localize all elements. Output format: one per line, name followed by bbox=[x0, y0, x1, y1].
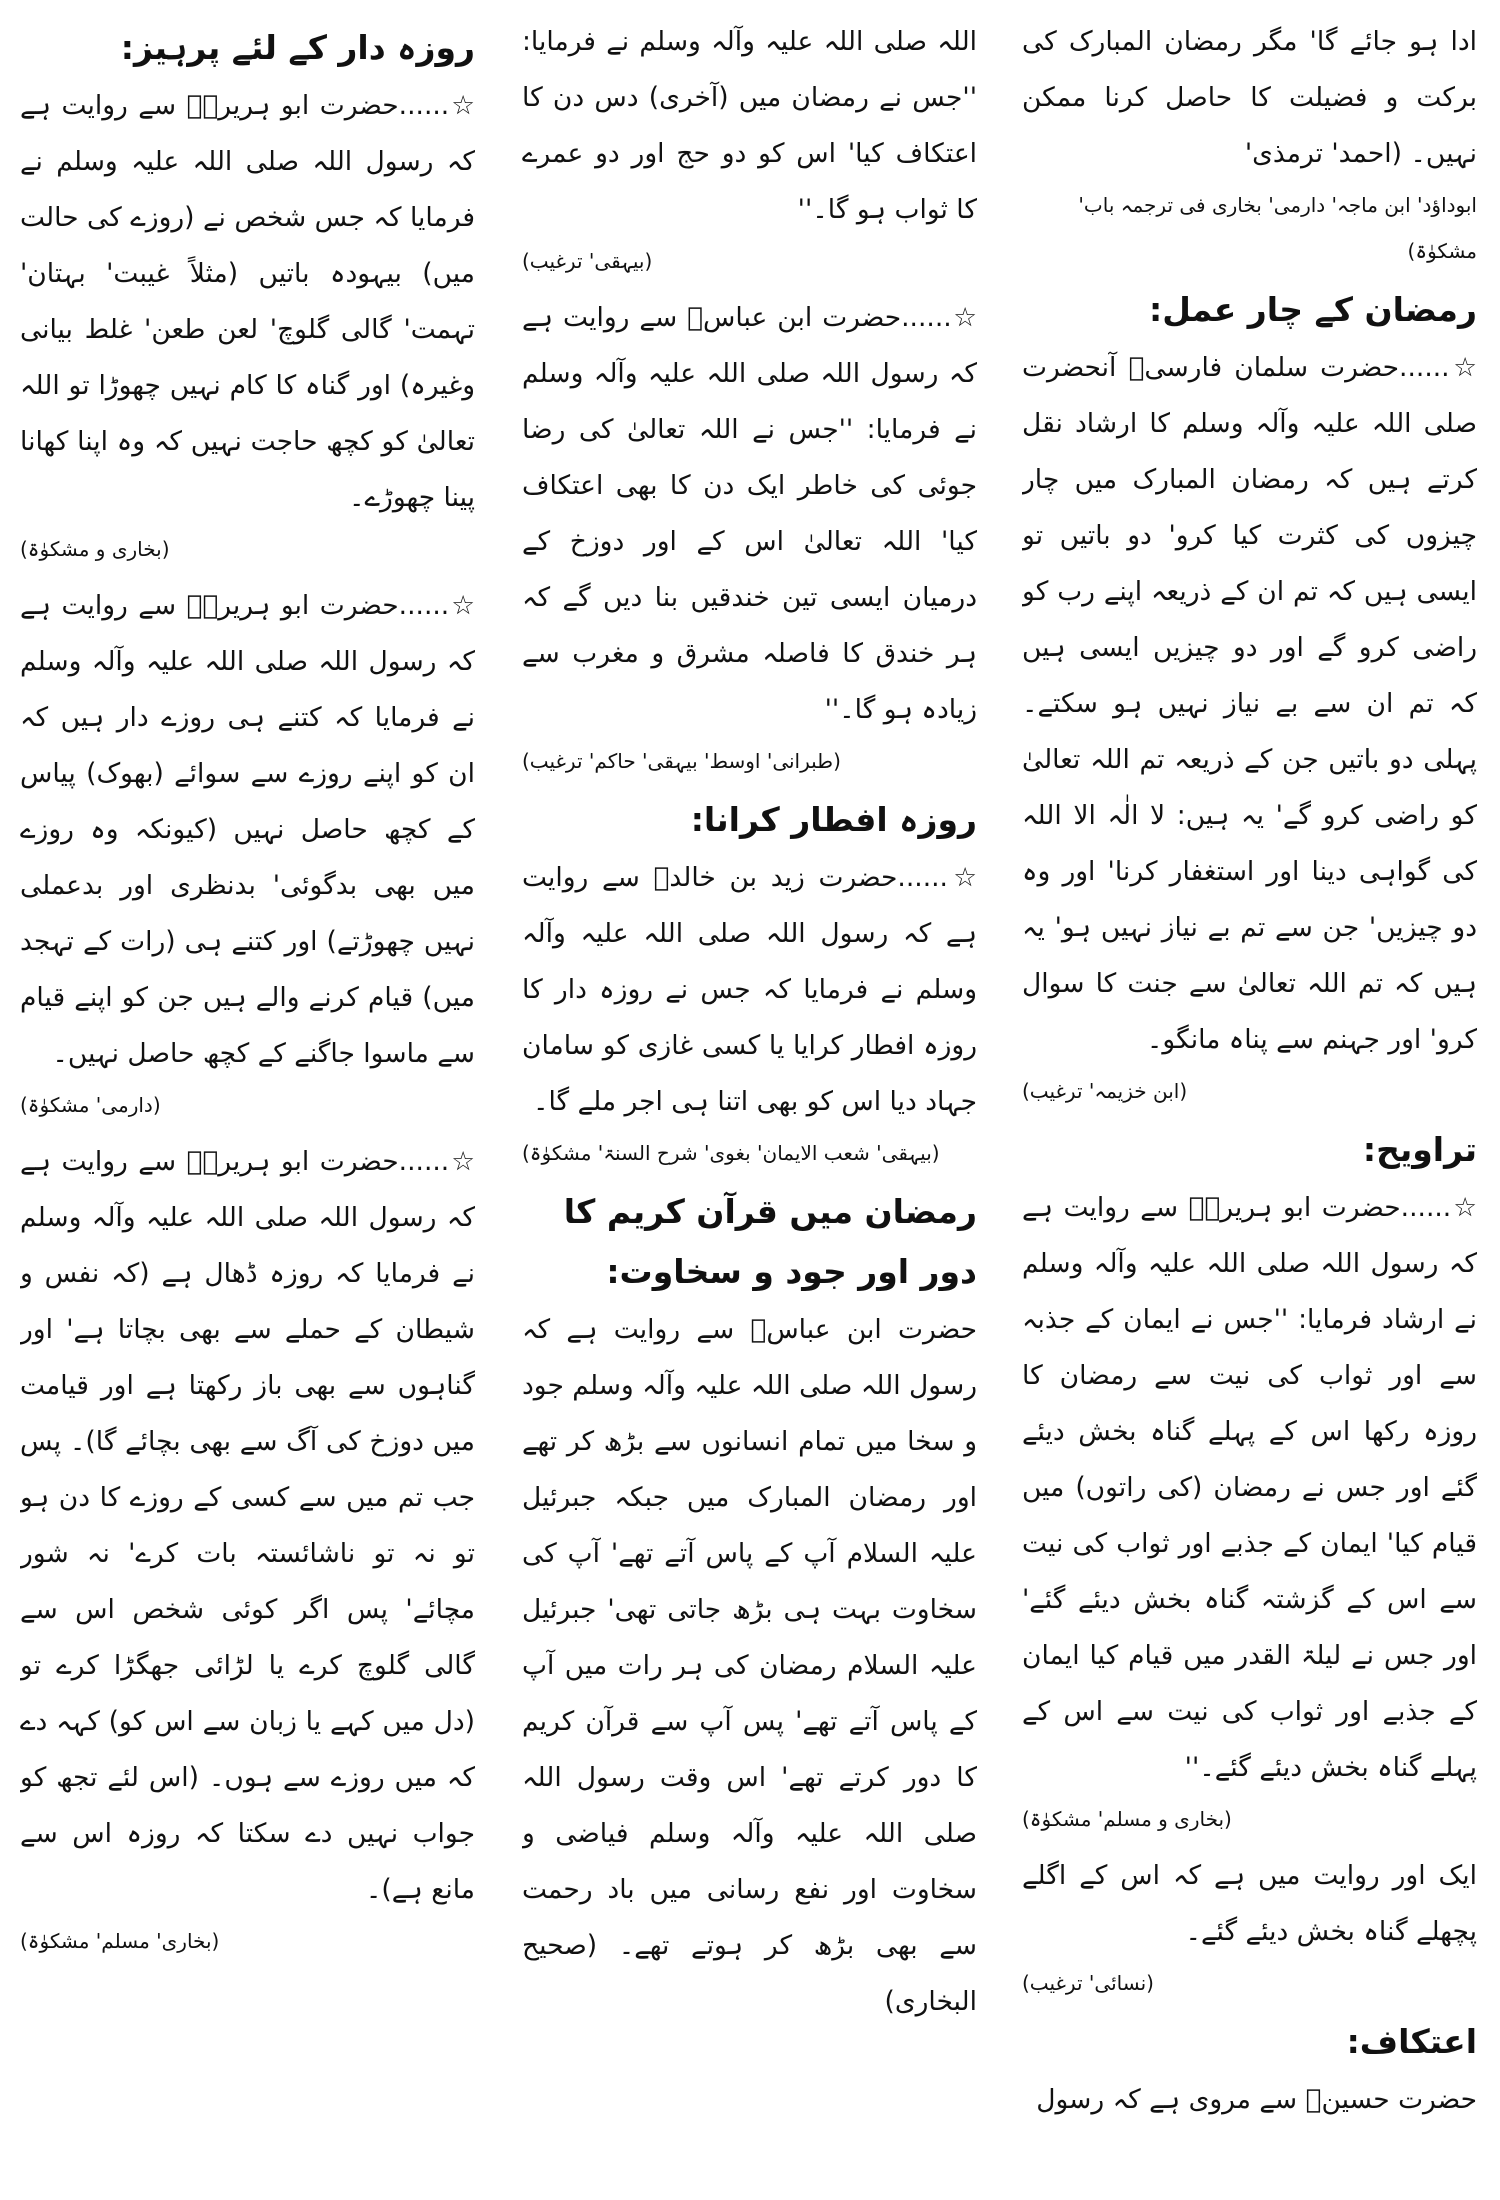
body-paragraph: حضرت حسینؓ سے مروی ہے کہ رسول bbox=[1036, 2084, 1477, 2115]
body-paragraph: ☆......حضرت ابو ہریرہؓ سے روایت ہے کہ رسول اللہ صلی اللہ علیہ وسلم نے فرمایا کہ جس شخص نے (روزے کی حالت میں) بیہودہ باتیں (مثلاً غیبت' بہتان' تہمت' گالی گلوچ' لعن طعن' غلط بیانی وغیرہ) اور گناہ کا کام نہیں چھوڑا تو اللہ تعالیٰ کو کچھ حاجت نہیں کہ وہ اپنا کھانا پینا چھوڑے۔ bbox=[20, 90, 475, 513]
citation-reference: (بخاری' مسلم' مشکوٰۃ) bbox=[20, 1929, 220, 1953]
citation-reference: (طبرانی' اوسط' بیہقی' حاکم' ترغیب) bbox=[522, 749, 841, 773]
citation-reference: (بیہقی' ترغیب) bbox=[522, 249, 653, 273]
column-middle bbox=[522, 14, 977, 2184]
body-paragraph: ☆......حضرت ابن عباسؓ سے روایت ہے کہ رسول اللہ صلی اللہ علیہ وآلہ وسلم نے فرمایا: ''جس نے اللہ تعالیٰ کی رضا جوئی کی خاطر ایک دن کا بھی اعتکاف کیا' اللہ تعالیٰ اس کے اور دوزخ کے درمیان ایسی تین خندقیں بنا دیں گے کہ ہر خندق کا فاصلہ مشرق و مغرب سے زیادہ ہو گا۔'' bbox=[522, 302, 977, 725]
citation-reference: (دارمی' مشکوٰۃ) bbox=[20, 1093, 161, 1117]
body-paragraph: ☆......حضرت ابو ہریرہؓ سے روایت ہے کہ رسول اللہ صلی اللہ علیہ وآلہ وسلم نے فرمایا کہ کتنے ہی روزے دار ہیں کہ ان کو اپنے روزے سے سوائے (بھوک) پیاس کے کچھ حاصل نہیں (کیونکہ وہ روزے میں بھی بدگوئی' بدنظری اور بدعملی نہیں چھوڑتے) اور کتنے ہی (رات کے تہجد میں) قیام کرنے والے ہیں جن کو اپنے قیام سے ماسوا جاگنے کے کچھ حاصل نہیں۔ bbox=[20, 590, 475, 1069]
section-heading: روزہ دار کے لئے پرہیز: bbox=[120, 28, 475, 67]
body-paragraph: ☆......حضرت ابو ہریرہؓ سے روایت ہے کہ رسول اللہ صلی اللہ علیہ وآلہ وسلم نے فرمایا کہ روزہ ڈھال ہے (کہ نفس و شیطان کے حملے سے بھی بچاتا ہے' اور گناہوں سے بھی باز رکھتا ہے اور قیامت میں دوزخ کی آگ سے بھی بچائے گا)۔ پس جب تم میں سے کسی کے روزے کا دن ہو تو نہ تو ناشائستہ بات کرے' نہ شور مچائے' پس اگر کوئی شخص اس سے گالی گلوچ کرے یا لڑائی جھگڑا کرے تو (دل میں کہے یا زبان سے اس کو) کہہ دے کہ میں روزے سے ہوں۔ (اس لئے تجھ کو جواب نہیں دے سکتا کہ روزہ اس سے مانع ہے)۔ bbox=[20, 1146, 475, 1905]
body-paragraph: ☆......حضرت زید بن خالدؓ سے روایت ہے کہ رسول اللہ صلی اللہ علیہ وآلہ وسلم نے فرمایا کہ جس نے روزہ دار کا روزہ افطار کرایا یا کسی غازی کو سامان جہاد دیا اس کو بھی اتنا ہی اجر ملے گا۔ bbox=[522, 862, 977, 1117]
column-right bbox=[1022, 14, 1477, 2184]
body-paragraph: حضرت ابن عباسؓ سے روایت ہے کہ رسول اللہ صلی اللہ علیہ وآلہ وسلم جود و سخا میں تمام انسانوں سے بڑھ کر تھے اور رمضان المبارک میں جبکہ جبرئیل علیہ السلام آپ کے پاس آتے تھے' آپ کی سخاوت بہت ہی بڑھ جاتی تھی' جبرئیل علیہ السلام رمضان کی ہر رات میں آپ کے پاس آتے تھے' پس آپ سے قرآن کریم کا دور کرتے تھے' اس وقت رسول اللہ صلی اللہ علیہ وآلہ وسلم فیاضی و سخاوت اور نفع رسانی میں باد رحمت سے بھی بڑھ کر ہوتے تھے۔ (صحیح البخاری) bbox=[522, 1314, 977, 2017]
body-paragraph: ادا ہو جائے گا' مگر رمضان المبارک کی برکت و فضیلت کا حاصل کرنا ممکن نہیں۔ (احمد' ترمذی' bbox=[1022, 26, 1477, 169]
body-paragraph: ایک اور روایت میں ہے کہ اس کے اگلے پچھلے گناہ بخش دیئے گئے۔ bbox=[1022, 1860, 1477, 1947]
section-heading: اعتکاف: bbox=[1346, 2022, 1477, 2061]
citation-reference: (بخاری و مسلم' مشکوٰۃ) bbox=[1022, 1807, 1232, 1831]
body-paragraph: ☆......حضرت ابو ہریرہؓ سے روایت ہے کہ رسول اللہ صلی اللہ علیہ وآلہ وسلم نے ارشاد فرمایا: ''جس نے ایمان کے جذبہ سے اور ثواب کی نیت سے رمضان کا روزہ رکھا اس کے پہلے گناہ بخش دیئے گئے اور جس نے رمضان (کی راتوں) میں قیام کیا' ایمان کے جذبے اور ثواب کی نیت سے اس کے گزشتہ گناہ بخش دیئے گئے' اور جس نے لیلۃ القدر میں قیام کیا ایمان کے جذبے اور ثواب کی نیت سے اس کے پہلے گناہ بخش دیئے گئے۔'' bbox=[1022, 1192, 1477, 1783]
body-paragraph: ☆......حضرت سلمان فارسیؓ آنحضرت صلی اللہ علیہ وآلہ وسلم کا ارشاد نقل کرتے ہیں کہ رمضان المبارک میں چار چیزوں کی کثرت کیا کرو' دو باتیں تو ایسی ہیں کہ تم ان کے ذریعہ اپنے رب کو راضی کرو گے اور دو چیزیں ایسی ہیں کہ تم ان سے بے نیاز نہیں ہو سکتے۔ پہلی دو باتیں جن کے ذریعہ تم اللہ تعالیٰ کو راضی کرو گے' یہ ہیں: لا الٰہ الا اللہ کی گواہی دینا اور استغفار کرنا' اور وہ دو چیزیں' جن سے تم بے نیاز نہیں ہو' یہ ہیں کہ تم اللہ تعالیٰ سے جنت کا سوال کرو' اور جہنم سے پناہ مانگو۔ bbox=[1022, 352, 1477, 1055]
body-paragraph: اللہ صلی اللہ علیہ وآلہ وسلم نے فرمایا: ''جس نے رمضان میں (آخری) دس دن کا اعتکاف کیا' اس کو دو حج اور دو عمرے کا ثواب ہو گا۔'' bbox=[522, 26, 977, 225]
section-heading: رمضان کے چار عمل: bbox=[1149, 290, 1477, 329]
citation-reference: (ابن خزیمہ' ترغیب) bbox=[1022, 1079, 1188, 1103]
citation-reference: (بخاری و مشکوٰۃ) bbox=[20, 537, 170, 561]
citation-reference: ابوداؤد' ابن ماجہ' دارمی' بخاری فی ترجمہ باب' مشکوٰۃ) bbox=[1078, 193, 1477, 263]
citation-reference: (بیہقی' شعب الایمان' بغوی' شرح السنۃ' مشکوٰۃ) bbox=[522, 1141, 940, 1165]
section-heading: رمضان میں قرآن کریم کا دور اور جود و سخاوت: bbox=[563, 1192, 977, 1291]
section-heading: روزہ افطار کرانا: bbox=[690, 800, 977, 839]
citation-reference: (نسائی' ترغیب) bbox=[1022, 1971, 1154, 1995]
section-heading: تراویح: bbox=[1362, 1130, 1477, 1169]
column-left bbox=[20, 14, 475, 2184]
